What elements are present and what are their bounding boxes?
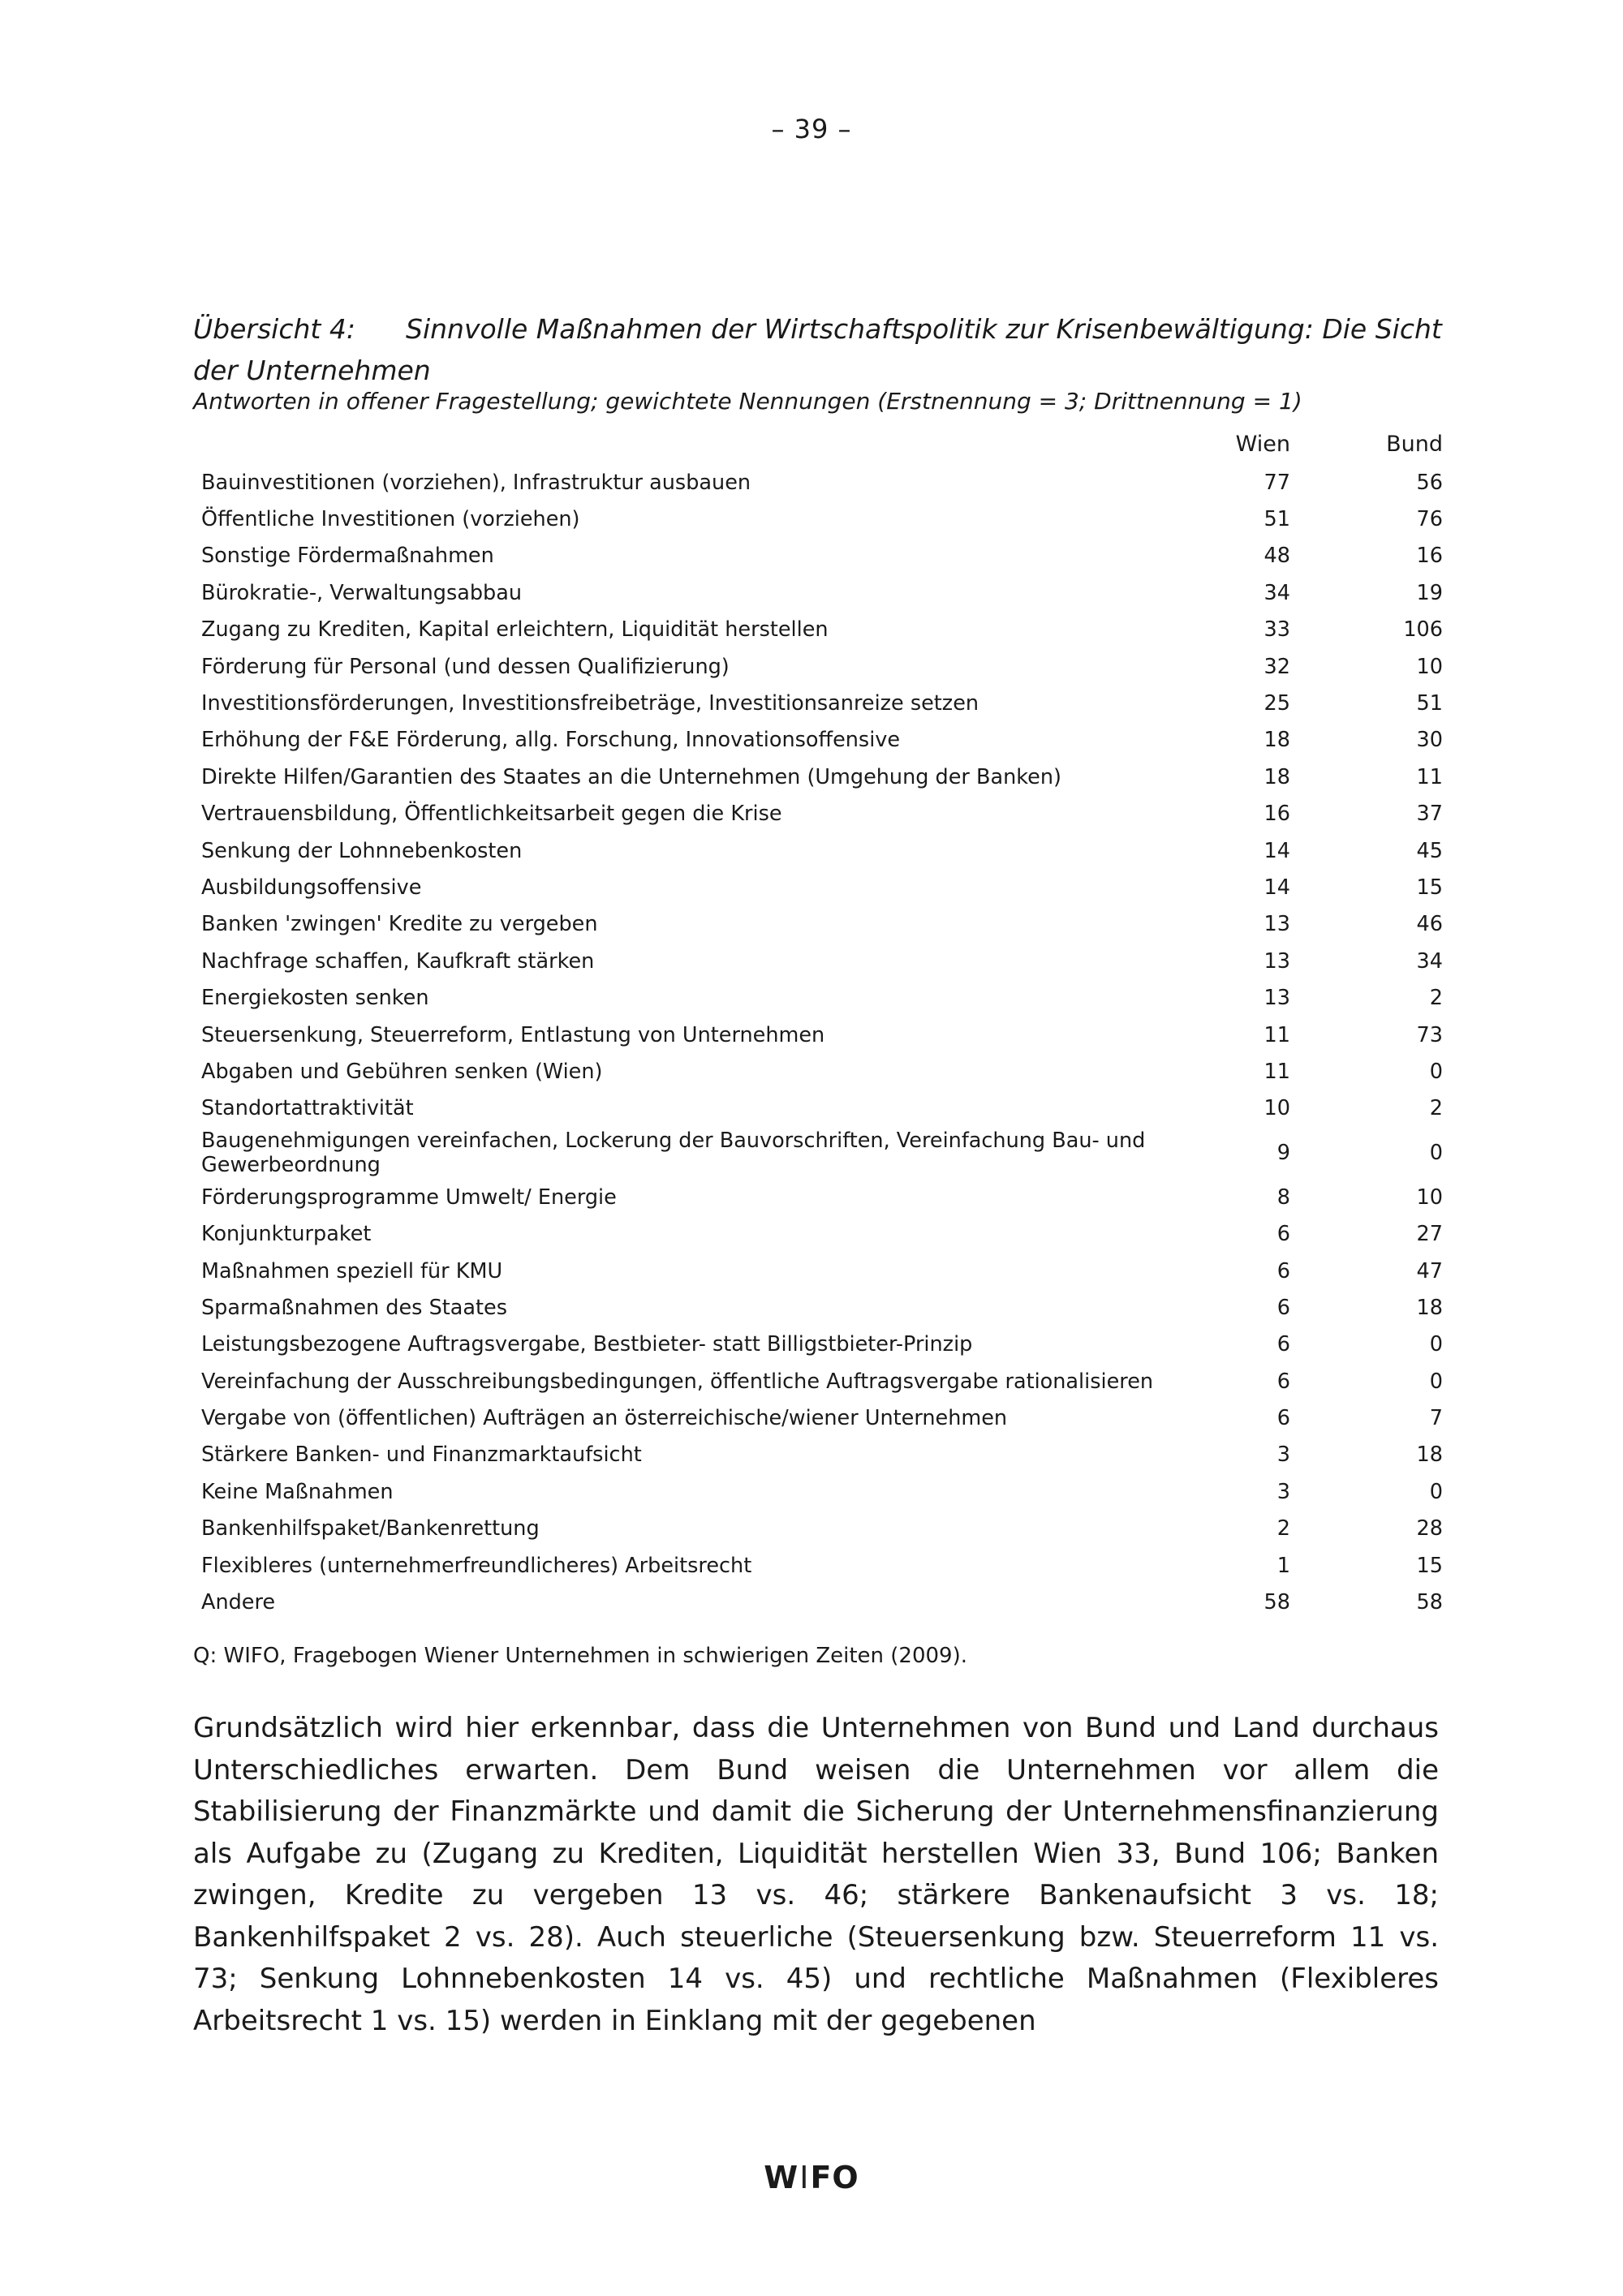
- row-value-wien: 48: [1264, 544, 1290, 569]
- row-value-bund: 37: [1416, 802, 1443, 827]
- row-label: Vergabe von (öffentlichen) Aufträgen an österreichische/wiener Unternehmen: [201, 1406, 1008, 1431]
- overview-title: [193, 308, 1459, 391]
- table-row: [193, 574, 1467, 611]
- table-row: [193, 796, 1467, 832]
- row-label: Steuersenkung, Steuerreform, Entlastung von Unternehmen: [201, 1022, 825, 1047]
- row-value-wien: 16: [1264, 802, 1290, 827]
- table-body: [193, 464, 1467, 1621]
- table-row: [193, 648, 1467, 685]
- row-label: Energiekosten senken: [201, 986, 429, 1011]
- table-row: [193, 612, 1467, 648]
- row-value-bund: 0: [1429, 1332, 1443, 1357]
- logo-separator: I: [799, 2160, 810, 2195]
- row-value-wien: 33: [1264, 617, 1290, 643]
- table-row: [193, 943, 1467, 979]
- row-label: Bauinvestitionen (vorziehen), Infrastruktur ausbauen: [201, 470, 751, 495]
- row-value-wien: 18: [1264, 728, 1290, 753]
- table-header-row: [193, 424, 1467, 464]
- table-row: [193, 1473, 1467, 1510]
- row-label: Öffentliche Investitionen (vorziehen): [201, 507, 580, 532]
- row-value-bund: 45: [1416, 838, 1443, 863]
- table-row: [193, 1437, 1467, 1473]
- row-label: Erhöhung der F&E Förderung, allg. Forschung, Innovationsoffensive: [201, 728, 901, 753]
- row-label: Bürokratie-, Verwaltungsabbau: [201, 580, 523, 605]
- row-value-bund: 18: [1416, 1295, 1443, 1320]
- row-value-bund: 2: [1429, 1096, 1443, 1121]
- row-label: Ausbildungsoffensive: [201, 875, 422, 900]
- body-paragraph: Grundsätzlich wird hier erkennbar, dass die Unternehmen von Bund und Land durchaus Unterschiedliches erwarten. Dem Bund weisen die Unternehmen vor allem die Stabilisierung der Finanzmärkte und damit die Sicherung der Unternehmensfinanzierung als Aufgabe zu (Zugang zu Krediten, Liquidität herstellen Wien 33, Bund 106; Banken zwingen, Kredite zu vergeben 13 vs. 46; stärkere Bankenaufsicht 3 vs. 18; Bankenhilfspaket 2 vs. 28). Auch steuerliche (Steuersenkung bzw. Steuerreform 11 vs. 73; Senkung Lohnnebenkosten 14 vs. 45) und rechtliche Maßnahmen (Flexibleres Arbeitsrecht 1 vs. 15) werden in Einklang mit der gegebenen: [193, 1712, 1439, 2037]
- logo-part-w: W: [764, 2160, 799, 2195]
- row-label: Vereinfachung der Ausschreibungsbedingungen, öffentliche Auftragsvergabe rationalisieren: [201, 1369, 1154, 1394]
- source-note: Q: WIFO, Fragebogen Wiener Unternehmen in schwierigen Zeiten (2009).: [193, 1644, 968, 1668]
- row-value-bund: 2: [1429, 986, 1443, 1011]
- row-label: Vertrauensbildung, Öffentlichkeitsarbeit gegen die Krise: [201, 802, 782, 827]
- overview-title-text: Sinnvolle Maßnahmen der Wirtschaftspolitik zur Krisenbewältigung: Die Sicht der Unternehmen: [193, 313, 1442, 386]
- row-label: Bankenhilfspaket/Bankenrettung: [201, 1516, 540, 1541]
- row-value-bund: 11: [1416, 764, 1443, 789]
- row-value-wien: 9: [1276, 1141, 1290, 1166]
- header-bund: Bund: [1386, 431, 1443, 457]
- row-value-bund: 47: [1416, 1258, 1443, 1283]
- table-row: [193, 1127, 1467, 1179]
- table-row: [193, 869, 1467, 905]
- table-row: [193, 1584, 1467, 1620]
- row-value-wien: 25: [1264, 691, 1290, 716]
- row-value-wien: 11: [1264, 1059, 1290, 1084]
- row-value-bund: 0: [1429, 1369, 1443, 1394]
- table-row: [193, 979, 1467, 1016]
- table-row: [193, 722, 1467, 759]
- row-value-bund: 56: [1416, 470, 1443, 495]
- row-label: Baugenehmigungen vereinfachen, Lockerung der Bauvorschriften, Vereinfachung Bau- und Gewerbeordnung: [201, 1129, 1146, 1178]
- row-label: Maßnahmen speziell für KMU: [201, 1258, 503, 1283]
- table-row: [193, 832, 1467, 869]
- row-value-bund: 46: [1416, 912, 1443, 937]
- row-value-wien: 18: [1264, 764, 1290, 789]
- header-label-spacer: [193, 424, 1217, 464]
- table-row: [193, 1253, 1467, 1289]
- row-value-wien: 58: [1264, 1590, 1290, 1615]
- table-row: [193, 1090, 1467, 1127]
- header-wien: Wien: [1235, 431, 1290, 457]
- row-value-bund: 10: [1416, 654, 1443, 679]
- row-value-wien: 13: [1264, 912, 1290, 937]
- row-value-wien: 3: [1276, 1443, 1290, 1468]
- page-number: – 39 –: [771, 114, 852, 144]
- row-value-bund: 28: [1416, 1516, 1443, 1541]
- row-value-wien: 6: [1276, 1295, 1290, 1320]
- row-value-bund: 10: [1416, 1185, 1443, 1210]
- row-value-wien: 13: [1264, 948, 1290, 974]
- row-label: Andere: [201, 1590, 276, 1615]
- row-value-wien: 6: [1276, 1258, 1290, 1283]
- row-value-bund: 0: [1429, 1059, 1443, 1084]
- wifo-logo: [0, 2160, 1623, 2195]
- row-value-bund: 27: [1416, 1222, 1443, 1247]
- row-value-bund: 0: [1429, 1479, 1443, 1504]
- row-value-wien: 6: [1276, 1222, 1290, 1247]
- row-label: Abgaben und Gebühren senken (Wien): [201, 1059, 603, 1084]
- row-value-wien: 6: [1276, 1369, 1290, 1394]
- table-row: [193, 759, 1467, 795]
- row-label: Investitionsförderungen, Investitionsfreibeträge, Investitionsanreize setzen: [201, 691, 979, 716]
- table-row: [193, 464, 1467, 501]
- row-label: Direkte Hilfen/Garantien des Staates an die Unternehmen (Umgehung der Banken): [201, 764, 1061, 789]
- table-row: [193, 1179, 1467, 1215]
- row-label: Standortattraktivität: [201, 1096, 414, 1121]
- row-label: Senkung der Lohnnebenkosten: [201, 838, 523, 863]
- row-value-wien: 3: [1276, 1479, 1290, 1504]
- overview-subtitle: Antworten in offener Fragestellung; gewichtete Nennungen (Erstnennung = 3; Drittnennung = 1): [193, 388, 1302, 415]
- row-value-wien: 77: [1264, 470, 1290, 495]
- table-row: [193, 906, 1467, 943]
- row-label: Leistungsbezogene Auftragsvergabe, Bestbieter- statt Billigstbieter-Prinzip: [201, 1332, 973, 1357]
- table-row: [193, 685, 1467, 721]
- row-value-wien: 6: [1276, 1332, 1290, 1357]
- row-value-bund: 19: [1416, 580, 1443, 605]
- table-row: [193, 1215, 1467, 1252]
- row-value-bund: 76: [1416, 507, 1443, 532]
- row-value-bund: 0: [1429, 1141, 1443, 1166]
- row-label: Förderung für Personal (und dessen Qualifizierung): [201, 654, 730, 679]
- table-row: [193, 1017, 1467, 1053]
- row-value-wien: 14: [1264, 838, 1290, 863]
- row-value-bund: 7: [1429, 1406, 1443, 1431]
- row-value-wien: 34: [1264, 580, 1290, 605]
- row-value-wien: 6: [1276, 1406, 1290, 1431]
- table-row: [193, 1547, 1467, 1584]
- row-label: Sparmaßnahmen des Staates: [201, 1295, 507, 1320]
- row-value-wien: 11: [1264, 1022, 1290, 1047]
- row-label: Keine Maßnahmen: [201, 1479, 394, 1504]
- row-value-bund: 58: [1416, 1590, 1443, 1615]
- row-label: Banken 'zwingen' Kredite zu vergeben: [201, 912, 598, 937]
- row-value-bund: 73: [1416, 1022, 1443, 1047]
- table-row: [193, 538, 1467, 574]
- row-value-bund: 15: [1416, 875, 1443, 900]
- row-label: Nachfrage schaffen, Kaufkraft stärken: [201, 948, 595, 974]
- row-value-wien: 51: [1264, 507, 1290, 532]
- row-label: Stärkere Banken- und Finanzmarktaufsicht: [201, 1443, 642, 1468]
- row-label: Flexibleres (unternehmerfreundlicheres) Arbeitsrecht: [201, 1553, 752, 1578]
- row-label: Zugang zu Krediten, Kapital erleichtern, Liquidität herstellen: [201, 617, 829, 643]
- row-value-bund: 15: [1416, 1553, 1443, 1578]
- table-row: [193, 1400, 1467, 1436]
- row-value-wien: 14: [1264, 875, 1290, 900]
- table-row: [193, 1511, 1467, 1547]
- logo-part-fo: FO: [810, 2160, 859, 2195]
- row-label: Förderungsprogramme Umwelt/ Energie: [201, 1185, 617, 1210]
- row-value-wien: 2: [1276, 1516, 1290, 1541]
- row-value-wien: 8: [1276, 1185, 1290, 1210]
- overview-label: Übersicht 4:: [193, 313, 355, 345]
- measures-table: [193, 424, 1467, 1621]
- table-row: [193, 1053, 1467, 1090]
- row-value-bund: 34: [1416, 948, 1443, 974]
- table-row: [193, 1363, 1467, 1400]
- row-value-bund: 30: [1416, 728, 1443, 753]
- row-value-bund: 51: [1416, 691, 1443, 716]
- row-value-wien: 1: [1276, 1553, 1290, 1578]
- table-row: [193, 501, 1467, 537]
- row-label: Konjunkturpaket: [201, 1222, 372, 1247]
- row-value-wien: 10: [1264, 1096, 1290, 1121]
- row-value-wien: 13: [1264, 986, 1290, 1011]
- row-value-bund: 18: [1416, 1443, 1443, 1468]
- row-value-bund: 16: [1416, 544, 1443, 569]
- table-row: [193, 1289, 1467, 1326]
- row-value-wien: 32: [1264, 654, 1290, 679]
- row-value-bund: 106: [1403, 617, 1443, 643]
- row-label: Sonstige Fördermaßnahmen: [201, 544, 494, 569]
- table-row: [193, 1326, 1467, 1363]
